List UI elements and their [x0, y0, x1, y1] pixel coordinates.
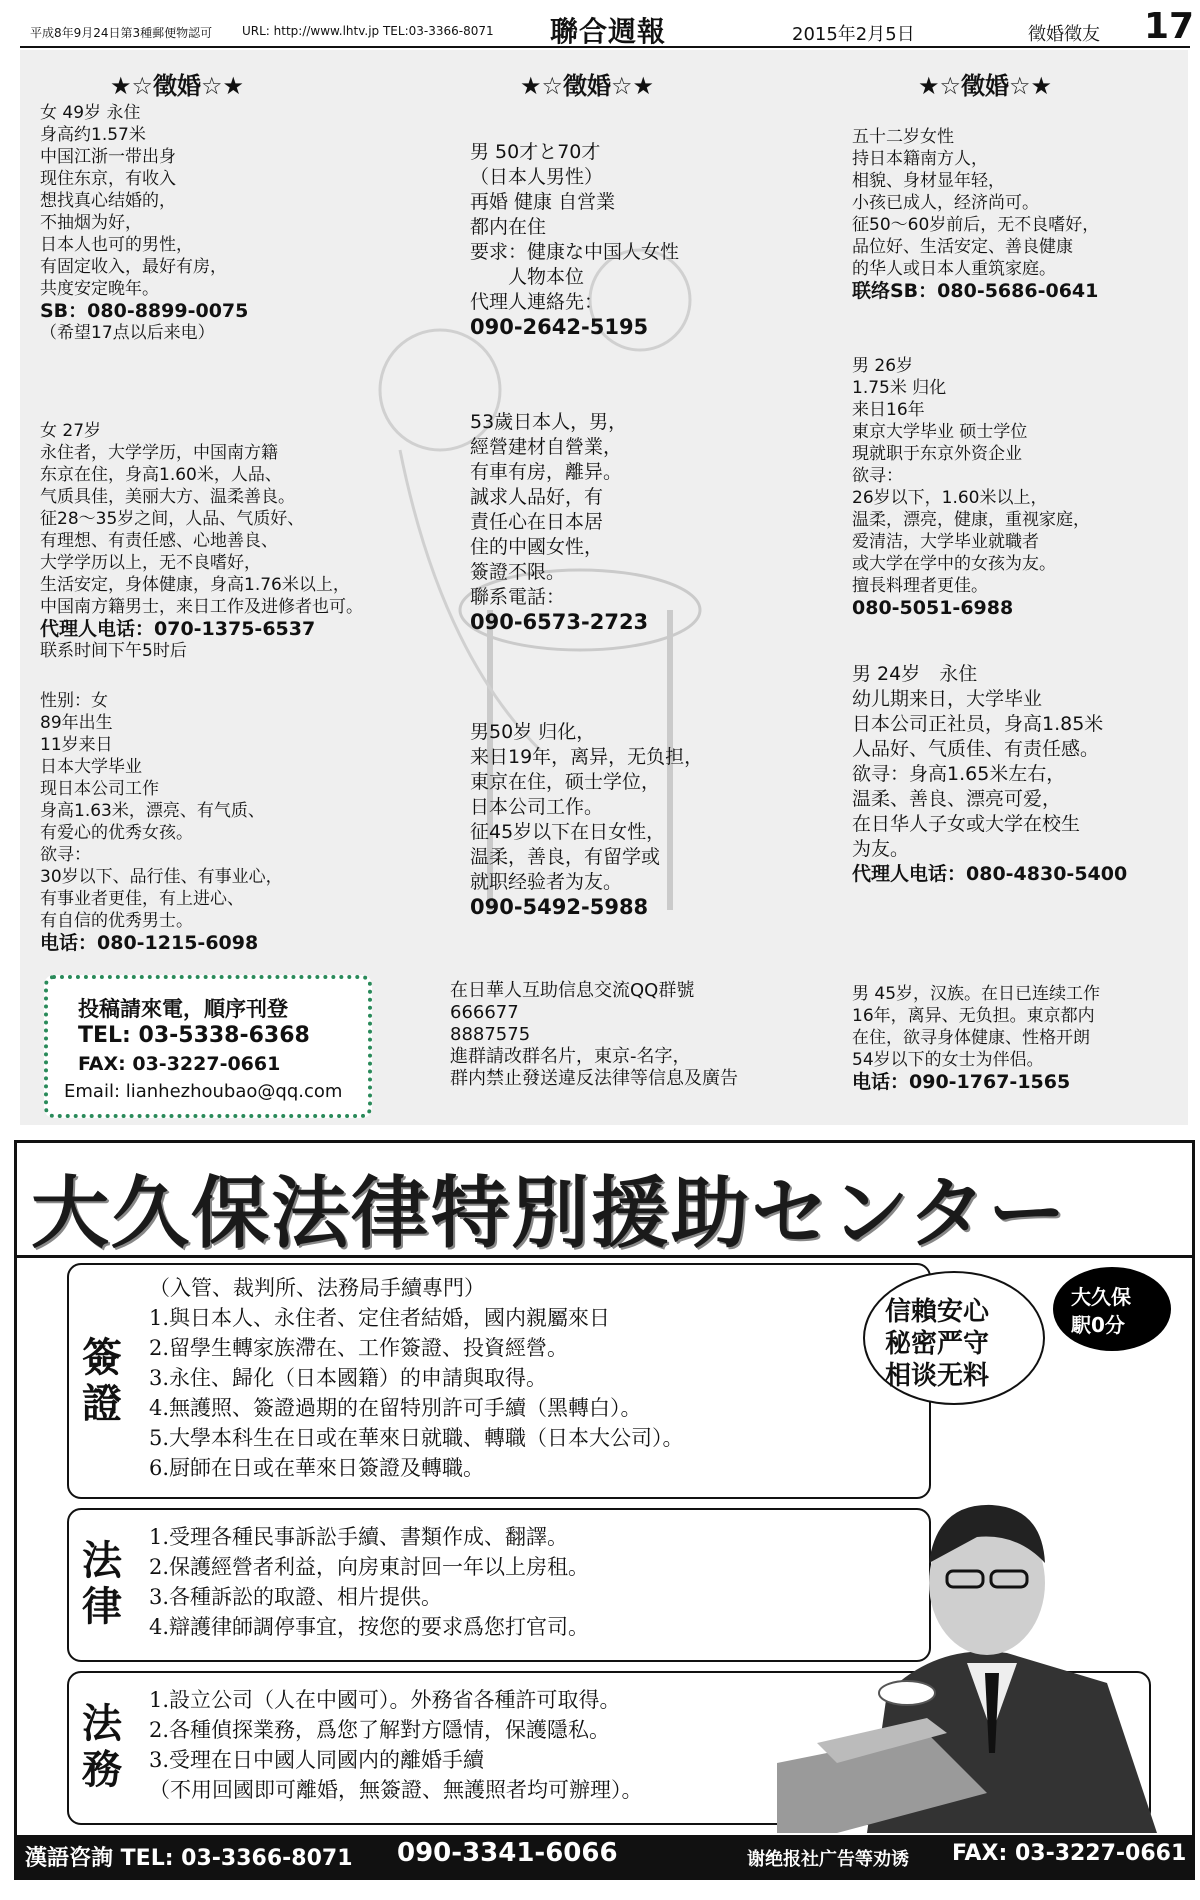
section-lines — [149, 1522, 589, 1642]
contact-tel: TEL: 03-5338-6368 — [78, 1023, 310, 1048]
service-line: 1.與日本人、永住者、定住者結婚，國内親屬來日 — [149, 1306, 611, 1330]
ad-line: 有事业者更佳，有上进心、 — [40, 889, 244, 909]
ad-line: 共度安定晚年。 — [40, 279, 159, 299]
ad-line: 现住东京，有收入 — [40, 169, 176, 189]
ad-line: 永住者，大学学历，中国南方籍 — [40, 443, 278, 463]
ad-line: 89年出生 — [40, 713, 113, 733]
page-header — [20, 6, 1195, 48]
ad-line: 男 24岁 永住 — [852, 663, 978, 685]
ad-line: 54岁以下的女士为伴侣。 — [852, 1050, 1044, 1070]
ad-line: 性别：女 — [40, 691, 108, 711]
ad-line: 東京大学毕业 硕士学位 — [852, 422, 1028, 442]
section-label — [79, 1538, 125, 1630]
ad-line: 責任心在日本居 — [470, 511, 604, 533]
service-line: 2.各種偵探業務，爲您了解對方隱情，保護隱私。 — [149, 1718, 611, 1742]
ad-line: 相貌、身材显年轻， — [852, 171, 1005, 191]
ad-phone: 090-5492-5988 — [470, 895, 649, 919]
ad-line: 26岁以下，1.60米以上， — [852, 488, 1048, 508]
badge-line: 相谈无料 — [885, 1361, 990, 1391]
station-badge — [1053, 1267, 1171, 1351]
section-label — [79, 1335, 125, 1427]
ad-line: 想找真心结婚的， — [40, 191, 176, 211]
postal-permit: 平成8年9月24日第3種郵便物認可 — [30, 26, 213, 40]
ad-line: 男 26岁 — [852, 356, 914, 376]
ad-line: （日本人男性） — [470, 166, 604, 188]
ad-line: 欲寻： — [852, 466, 903, 486]
section-name: 徵婚徵友 — [1028, 24, 1100, 45]
ad-line: 或大学在学中的女孩为友。 — [852, 554, 1056, 574]
ad-line: 53歲日本人，男， — [470, 411, 628, 433]
ad-line: 欲寻：身高1.65米左右， — [852, 763, 1066, 785]
ad-line: 男 45岁，汉族。在日已连续工作 — [852, 984, 1101, 1004]
ad-line: 有理想、有责任感、心地善良、 — [40, 531, 278, 551]
ad-line: 女 49岁 永住 — [40, 103, 141, 123]
ad-line: 大学学历以上，无不良嗜好， — [40, 553, 261, 573]
submission-note: 投稿請來電，順序刊登 — [78, 997, 288, 1021]
service-line: 6.厨師在日或在華來日簽證及轉職。 — [149, 1456, 485, 1480]
contact-fax: FAX: 03-3227-0661 — [78, 1053, 281, 1075]
service-line: 1.受理各種民事訴訟手續、書類作成、翻譯。 — [149, 1525, 569, 1549]
ad-line: 欲寻： — [40, 845, 91, 865]
ad-line: 現就职于东京外资企业 — [852, 444, 1022, 464]
ad-line: 中国南方籍男士，来日工作及进修者也可。 — [40, 597, 363, 617]
ad-line: 有爱心的优秀女孩。 — [40, 823, 193, 843]
section-lines — [149, 1273, 684, 1483]
ad-line: 16年，离异、无负担。東京都内 — [852, 1006, 1095, 1026]
footer-fax: FAX: 03-3227-0661 — [952, 1841, 1187, 1866]
ad-line: 日本公司正社员，身高1.85米 — [852, 713, 1104, 735]
qq-line: 在日華人互助信息交流QQ群號 — [450, 980, 695, 1001]
ad-line: 有固定收入，最好有房， — [40, 257, 227, 277]
station-name: 大久保 — [1071, 1285, 1131, 1309]
ad-line: 爱清洁，大学毕业就職者 — [852, 532, 1039, 552]
ad-line: 的华人或日本人重筑家庭。 — [852, 259, 1056, 279]
service-line: （入管、裁判所、法務局手續專門） — [149, 1276, 485, 1300]
ad-phone: 电话：090-1767-1565 — [852, 1071, 1071, 1093]
issue-date: 2015年2月5日 — [792, 24, 915, 45]
ad-line: 男 50才と70才 — [470, 141, 601, 163]
badge-line: 秘密严守 — [885, 1329, 990, 1359]
ad-line: 幼儿期来日，大学毕业 — [852, 688, 1043, 710]
footer-mobile: 090-3341-6066 — [397, 1838, 618, 1868]
ad-line: 經營建材自營業， — [470, 436, 623, 458]
ad-line: 来日16年 — [852, 400, 925, 420]
ad-line: 生活安定，身体健康，身高1.76米以上， — [40, 575, 350, 595]
ad-line: 東京在住，硕士学位， — [470, 771, 661, 793]
footer-note: 谢绝报社广告等劝诱 — [747, 1849, 909, 1870]
ad-phone: 090-2642-5195 — [470, 315, 649, 339]
section-label-text: 法務 — [82, 1700, 122, 1793]
section-label-text: 簽證 — [82, 1334, 122, 1427]
personal-ad — [852, 355, 1090, 619]
trust-badge — [863, 1271, 1045, 1405]
ad-line: 不抽烟为好， — [40, 213, 142, 233]
ad-line: 身高1.63米，漂亮、有气质、 — [40, 801, 265, 821]
ad-line: 再婚 健康 自営業 — [470, 191, 616, 213]
ad-line: 温柔，善良，有留学或 — [470, 846, 661, 868]
page-number: 17 — [1144, 6, 1195, 47]
ad-line: 中国江浙一带出身 — [40, 147, 176, 167]
ad-line: 有自信的优秀男士。 — [40, 911, 193, 931]
qq-group-notice — [450, 980, 738, 1090]
personal-ad — [470, 720, 703, 920]
ad-line: 誠求人品好，有 — [470, 486, 604, 508]
ad-line: 人物本位 — [470, 266, 585, 288]
service-line: （不用回國即可離婚，無簽證、無護照者均可辦理）。 — [149, 1778, 643, 1802]
ad-line: 小孩已成人，经济尚可。 — [852, 193, 1039, 213]
ad-phone: 090-6573-2723 — [470, 610, 649, 634]
ad-line: 来日19年，离异，无负担， — [470, 746, 704, 768]
ad-line: 日本公司工作。 — [470, 796, 604, 818]
ad-line: 现日本公司工作 — [40, 779, 159, 799]
personal-ad — [40, 420, 363, 662]
ad-line: 人品好、气质佳、有责任感。 — [852, 738, 1100, 760]
ad-line: 住的中國女性， — [470, 536, 604, 558]
column-title: ★☆徵婚☆★ — [918, 72, 1053, 100]
ad-line: 品位好、生活安定、善良健康 — [852, 237, 1073, 257]
ad-line: 东京在住，身高1.60米，人品、 — [40, 465, 282, 485]
ad-line: 11岁来日 — [40, 735, 113, 755]
ad-line: 日本人也可的男性， — [40, 235, 193, 255]
ad-line: 征50～60岁前后，无不良嗜好， — [852, 215, 1100, 235]
ad-footer — [17, 1835, 1192, 1877]
station-distance: 駅0分 — [1071, 1313, 1125, 1337]
qq-line: 8887575 — [450, 1024, 531, 1045]
ad-line: 征45岁以下在日女性， — [470, 821, 666, 843]
ad-line: 代理人連絡先： — [470, 291, 604, 313]
ad-line: 1.75米 归化 — [852, 378, 947, 398]
ad-line: 簽證不限。 — [470, 561, 566, 583]
personal-ad — [40, 102, 248, 344]
personal-ad — [40, 690, 283, 954]
ad-line: 30岁以下、品行佳、有事业心， — [40, 867, 283, 887]
ad-banner — [17, 1143, 1192, 1258]
section-label-text: 法律 — [82, 1537, 122, 1630]
badge-line: 信賴安心 — [885, 1297, 990, 1327]
contact-email: Email: lianhezhoubao@qq.com — [64, 1081, 343, 1102]
ad-line: 气质具佳，美丽大方、温柔善良。 — [40, 487, 295, 507]
ad-line: 擅長料理者更佳。 — [852, 576, 988, 596]
personal-ad — [470, 410, 648, 635]
ad-line: 就职经验者为友。 — [470, 871, 623, 893]
ad-line: 有車有房，離异。 — [470, 461, 623, 483]
submission-contact-box — [44, 975, 372, 1118]
ad-phone: SB：080-8899-0075 — [40, 300, 249, 322]
service-line: 5.大學本科生在日或在華來日就職、轉職（日本大公司）。 — [149, 1426, 684, 1450]
ad-phone: 联络SB：080-5686-0641 — [852, 280, 1099, 302]
ad-note: 联系时间下午5时后 — [40, 641, 187, 661]
ad-line: 男50岁 归化， — [470, 721, 596, 743]
footer-tel: 漢語咨詢 TEL: 03-3366-8071 — [25, 1846, 353, 1871]
ad-line: 要求：健康な中国人女性 — [470, 241, 680, 263]
ad-line: 为友。 — [852, 838, 910, 860]
column-title: ★☆徵婚☆★ — [110, 72, 245, 100]
service-line: 3.受理在日中國人同國内的離婚手續 — [149, 1748, 485, 1772]
banner-title: 大久保法律特別援助センター — [31, 1169, 1068, 1259]
service-line: 2.保護經營者利益，向房東討回一年以上房租。 — [149, 1555, 590, 1579]
ad-phone: 代理人电话：080-4830-5400 — [852, 863, 1128, 885]
ad-line: 聯系電話： — [470, 586, 566, 608]
service-line: 4.辯護律師調停事宜，按您的要求爲您打官司。 — [149, 1615, 590, 1639]
service-line: 3.各種訴訟的取證、相片提供。 — [149, 1585, 443, 1609]
ad-line: 征28～35岁之间，人品、气质好、 — [40, 509, 305, 529]
businessman-photo — [777, 1433, 1187, 1833]
ad-line: 女 27岁 — [40, 421, 102, 441]
ad-phone: 代理人电话：070-1375-6537 — [40, 618, 316, 640]
ad-line: 温柔、善良、漂亮可爱， — [852, 788, 1062, 810]
ad-line: 身高约1.57米 — [40, 125, 146, 145]
ad-phone: 080-5051-6988 — [852, 597, 1014, 619]
section-label — [79, 1701, 125, 1793]
personal-ad — [852, 126, 1099, 302]
ad-line: 持日本籍南方人， — [852, 149, 988, 169]
service-line: 1.設立公司（人在中國可）。外務省各種許可取得。 — [149, 1688, 621, 1712]
service-line: 3.永住、歸化（日本國籍）的申請與取得。 — [149, 1366, 548, 1390]
ad-line: 都内在住 — [470, 216, 547, 238]
ad-note: （希望17点以后来电） — [40, 323, 215, 343]
ad-line: 在日华人子女或大学在校生 — [852, 813, 1081, 835]
ad-phone: 电话：080-1215-6098 — [40, 932, 259, 954]
paper-name: 聯合週報 — [550, 15, 667, 48]
personal-ad — [852, 983, 1100, 1093]
column-title: ★☆徵婚☆★ — [520, 72, 655, 100]
classifieds-area — [20, 50, 1188, 1125]
personal-ad — [470, 140, 679, 340]
qq-line: 666677 — [450, 1002, 519, 1023]
ad-line: 五十二岁女性 — [852, 127, 954, 147]
ad-line: 温柔，漂亮，健康，重视家庭， — [852, 510, 1090, 530]
ad-line: 在住，欲寻身体健康、性格开朗 — [852, 1028, 1090, 1048]
service-line: 4.無護照、簽證過期的在留特別許可手續（黑轉白）。 — [149, 1396, 642, 1420]
legal-center-ad — [14, 1140, 1195, 1880]
section-lines — [149, 1685, 643, 1805]
service-line: 2.留學生轉家族滯在、工作簽證、投資經營。 — [149, 1336, 569, 1360]
ad-line: 日本大学毕业 — [40, 757, 142, 777]
qq-line: 進群請改群名片，東京-名字， — [450, 1046, 691, 1067]
qq-line: 群内禁止發送違反法律等信息及廣告 — [450, 1068, 738, 1089]
personal-ad — [852, 662, 1127, 887]
url-and-tel: URL: http://www.lhtv.jp TEL:03-3366-8071 — [242, 24, 494, 38]
